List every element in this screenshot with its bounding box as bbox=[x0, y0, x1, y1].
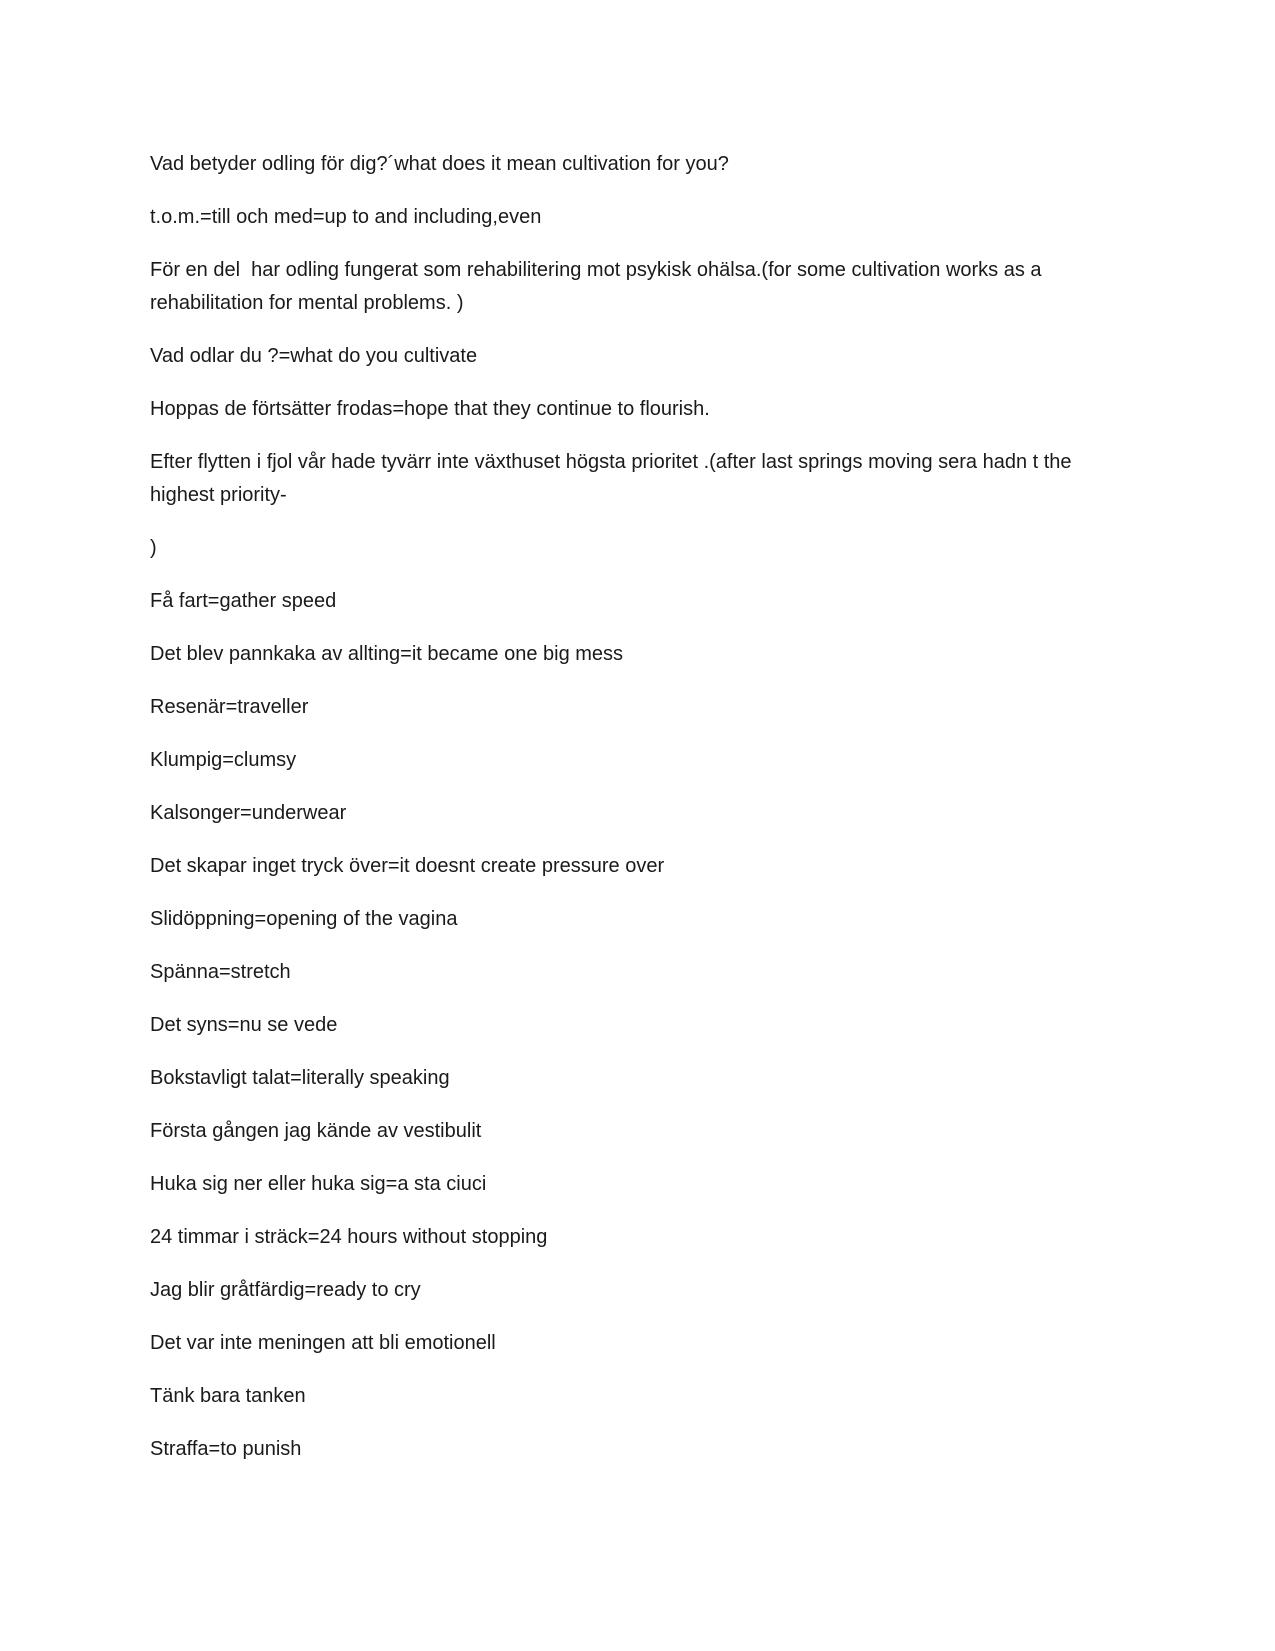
paragraph: ) bbox=[150, 537, 157, 559]
document-body bbox=[150, 148, 1110, 1486]
paragraph: Det syns=nu se vede bbox=[150, 1014, 338, 1036]
paragraph: Tänk bara tanken bbox=[150, 1385, 306, 1407]
paragraph: Spänna=stretch bbox=[150, 961, 291, 983]
paragraph: Vad odlar du ?=what do you cultivate bbox=[150, 345, 478, 367]
paragraph: Vad betyder odling för dig?´what does it mean cultivation for you? bbox=[150, 153, 729, 175]
paragraph: Jag blir gråtfärdig=ready to cry bbox=[150, 1279, 421, 1301]
paragraph: Bokstavligt talat=literally speaking bbox=[150, 1067, 450, 1089]
paragraph: t.o.m.=till och med=up to and including,even bbox=[150, 206, 542, 228]
paragraph: För en del har odling fungerat som rehabilitering mot psykisk ohälsa.(for some cultivation works as a rehabilitation for mental problems. ) bbox=[150, 259, 1048, 314]
paragraph: Kalsonger=underwear bbox=[150, 802, 347, 824]
paragraph: Det blev pannkaka av allting=it became one big mess bbox=[150, 643, 624, 665]
paragraph: Få fart=gather speed bbox=[150, 590, 337, 612]
paragraph: Första gången jag kände av vestibulit bbox=[150, 1120, 482, 1142]
paragraph: Klumpig=clumsy bbox=[150, 749, 297, 771]
paragraph: Det skapar inget tryck över=it doesnt create pressure over bbox=[150, 855, 665, 877]
paragraph: Det var inte meningen att bli emotionell bbox=[150, 1332, 496, 1354]
paragraph: Hoppas de förtsätter frodas=hope that they continue to flourish. bbox=[150, 398, 710, 420]
paragraph: Straffa=to punish bbox=[150, 1438, 302, 1460]
paragraph: Efter flytten i fjol vår hade tyvärr inte växthuset högsta prioritet .(after last springs moving sera hadn t the highest priority- bbox=[150, 451, 1078, 506]
paragraph: 24 timmar i sträck=24 hours without stopping bbox=[150, 1226, 548, 1248]
paragraph: Slidöppning=opening of the vagina bbox=[150, 908, 458, 930]
paragraph: Resenär=traveller bbox=[150, 696, 309, 718]
paragraph: Huka sig ner eller huka sig=a sta ciuci bbox=[150, 1173, 487, 1195]
